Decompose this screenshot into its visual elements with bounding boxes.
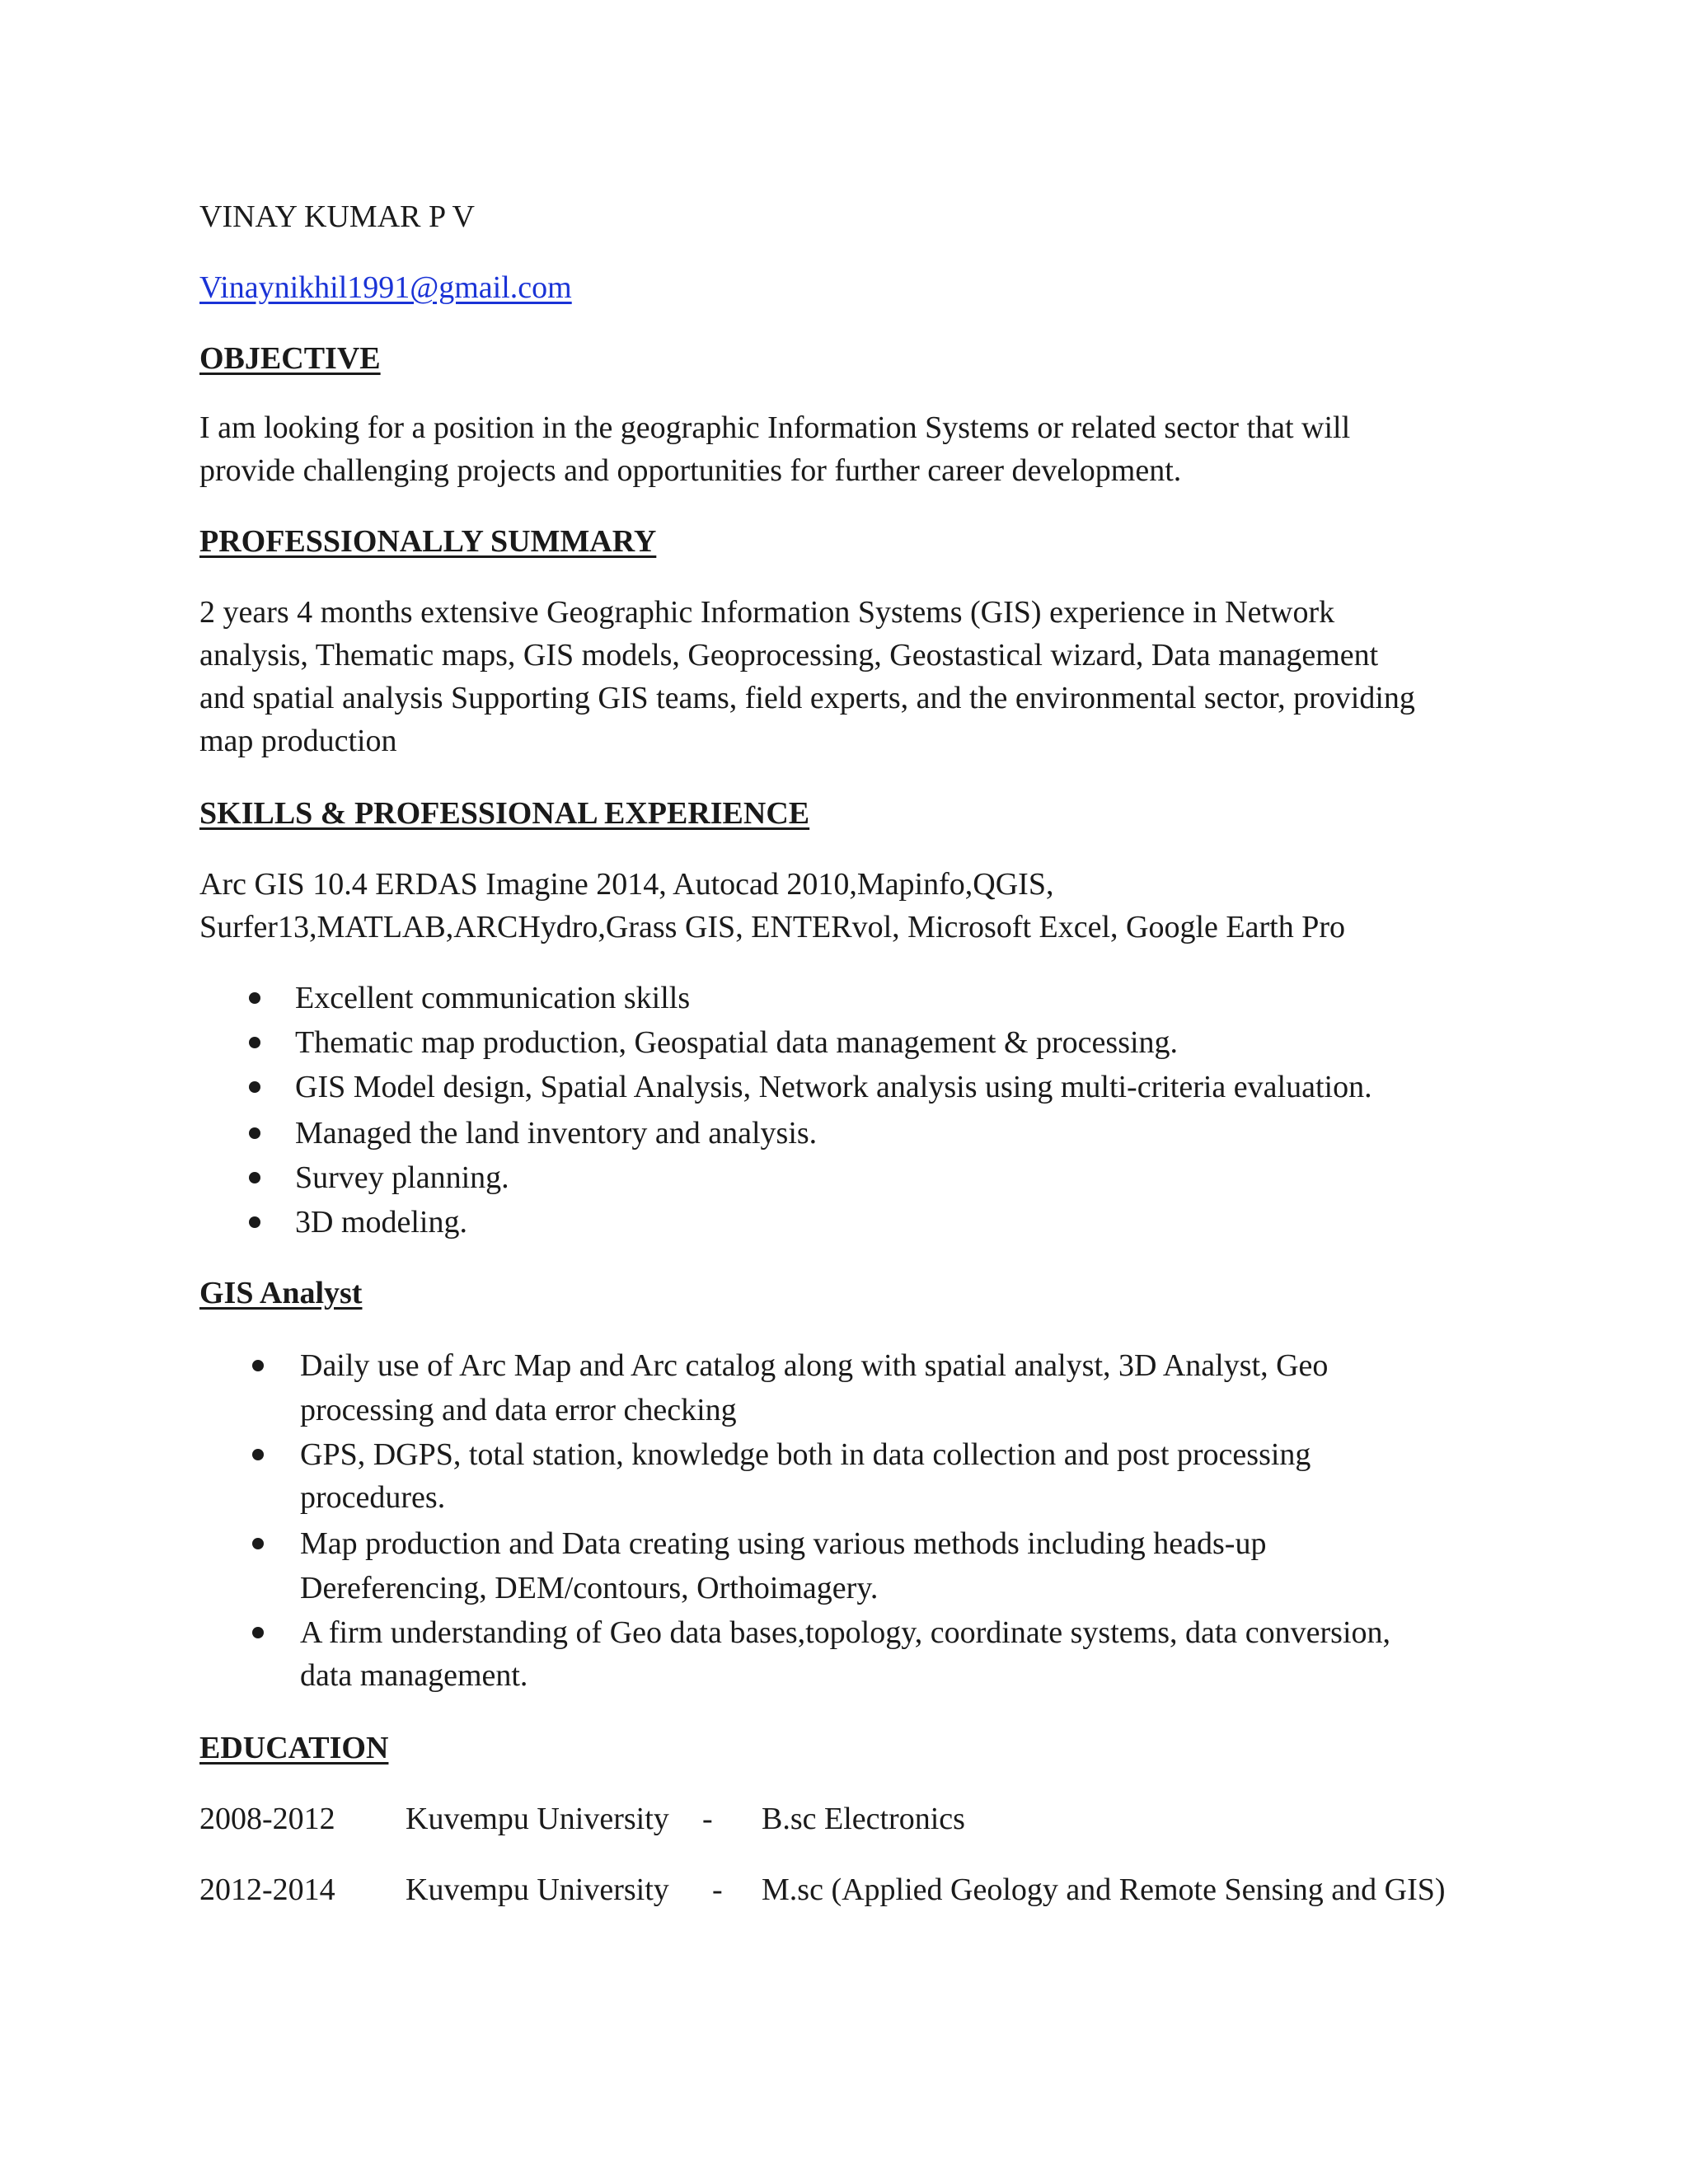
education-years: 2012-2014: [199, 1872, 335, 1907]
skill-item: Survey planning.: [295, 1160, 509, 1195]
analyst-item-line: Map production and Data creating using various methods including heads-up: [300, 1526, 1267, 1561]
bullet-icon: [249, 1172, 260, 1183]
bullet-icon: [249, 1216, 260, 1228]
email-link[interactable]: Vinaynikhil1991@gmail.com: [199, 270, 572, 305]
analyst-item-line: GPS, DGPS, total station, knowledge both in data collection and post processing: [300, 1437, 1311, 1472]
summary-line: analysis, Thematic maps, GIS models, Geoprocessing, Geostastical wizard, Data management: [199, 638, 1379, 673]
candidate-name: VINAY KUMAR P V: [199, 199, 475, 234]
education-heading: EDUCATION: [199, 1731, 389, 1765]
bullet-icon: [249, 992, 260, 1004]
analyst-item-line: A firm understanding of Geo data bases,topology, coordinate systems, data conversion,: [300, 1615, 1391, 1650]
education-degree: B.sc Electronics: [762, 1802, 965, 1836]
skill-item: Excellent communication skills: [295, 981, 691, 1015]
objective-line: I am looking for a position in the geographic Information Systems or related sector that will: [199, 410, 1351, 445]
bullet-icon: [249, 1127, 260, 1139]
education-university: Kuvempu University: [406, 1802, 669, 1836]
skills-tools-line: Arc GIS 10.4 ERDAS Imagine 2014, Autocad 2010,Mapinfo,QGIS,: [199, 867, 1054, 902]
summary-line: map production: [199, 724, 397, 758]
skill-item: Managed the land inventory and analysis.: [295, 1116, 818, 1151]
education-degree: M.sc (Applied Geology and Remote Sensing and GIS): [762, 1872, 1446, 1907]
analyst-item-line: Dereferencing, DEM/contours, Orthoimagery.: [300, 1571, 879, 1605]
skills-tools-line: Surfer13,MATLAB,ARCHydro,Grass GIS, ENTERvol, Microsoft Excel, Google Earth Pro: [199, 910, 1345, 944]
objective-line: provide challenging projects and opportunities for further career development.: [199, 453, 1182, 488]
education-separator: -: [702, 1802, 713, 1836]
education-years: 2008-2012: [199, 1802, 335, 1836]
bullet-icon: [249, 1037, 260, 1048]
bullet-icon: [249, 1081, 260, 1093]
bullet-icon: [252, 1360, 264, 1371]
analyst-item-line: procedures.: [300, 1480, 446, 1515]
bullet-icon: [252, 1449, 264, 1460]
bullet-icon: [252, 1627, 264, 1638]
summary-line: and spatial analysis Supporting GIS teams, field experts, and the environmental sector, providing: [199, 681, 1415, 715]
summary-line: 2 years 4 months extensive Geographic Information Systems (GIS) experience in Network: [199, 595, 1335, 630]
objective-heading: OBJECTIVE: [199, 341, 381, 376]
gis-analyst-heading: GIS Analyst: [199, 1276, 363, 1310]
skills-heading: SKILLS & PROFESSIONAL EXPERIENCE: [199, 796, 810, 831]
summary-heading: PROFESSIONALLY SUMMARY: [199, 524, 657, 559]
skill-item: Thematic map production, Geospatial data management & processing.: [295, 1025, 1179, 1060]
education-separator: -: [712, 1872, 723, 1907]
analyst-item-line: data management.: [300, 1658, 528, 1693]
analyst-item-line: Daily use of Arc Map and Arc catalog along with spatial analyst, 3D Analyst, Geo: [300, 1348, 1329, 1383]
skill-item: 3D modeling.: [295, 1205, 467, 1240]
bullet-icon: [252, 1538, 264, 1549]
analyst-item-line: processing and data error checking: [300, 1393, 737, 1427]
skill-item: GIS Model design, Spatial Analysis, Network analysis using multi-criteria evaluation.: [295, 1070, 1372, 1104]
education-university: Kuvempu University: [406, 1872, 669, 1907]
